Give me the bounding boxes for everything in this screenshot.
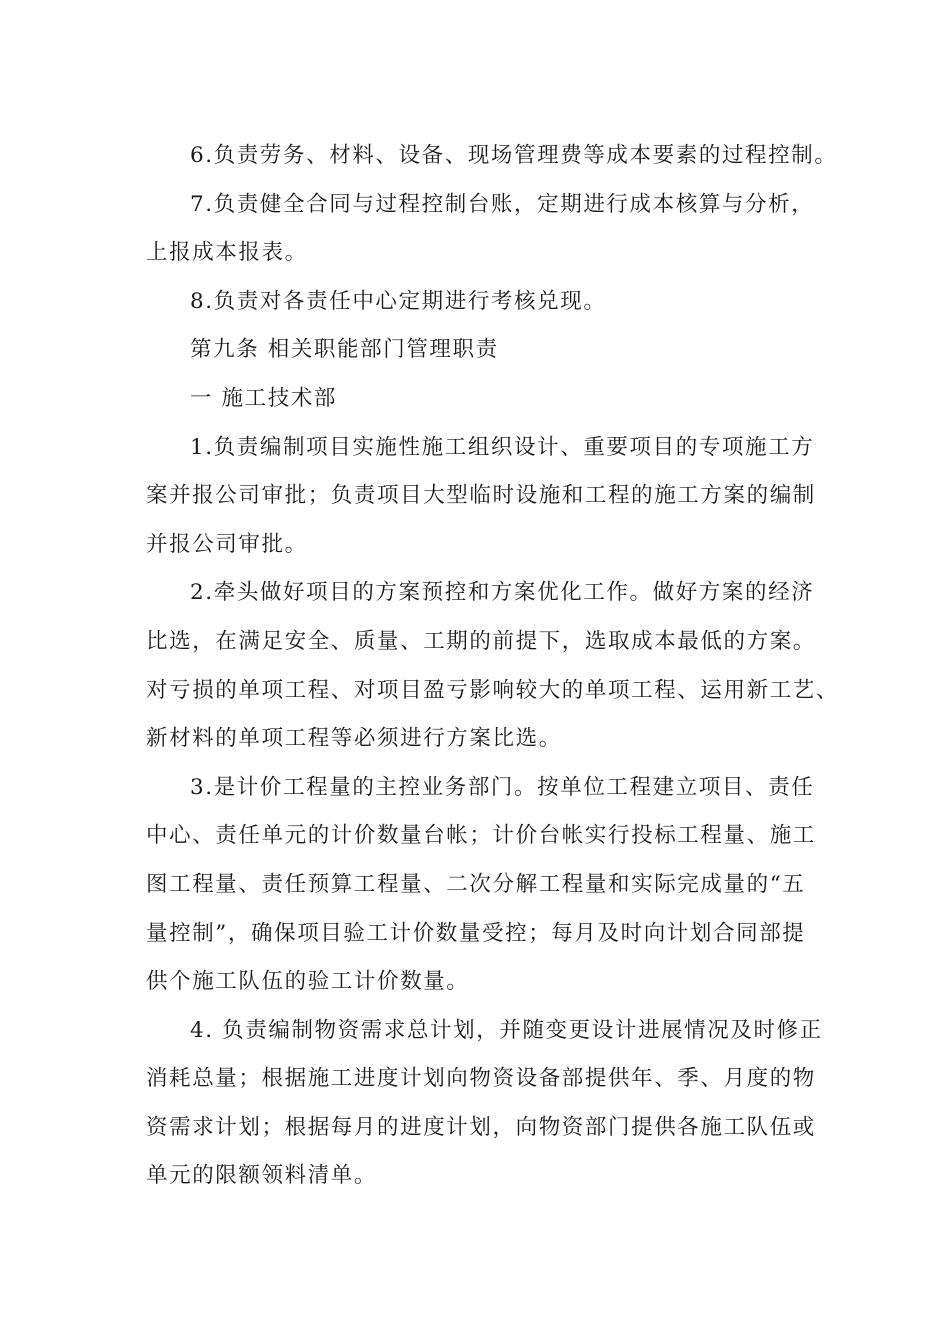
text-line: 一 施工技术部 <box>190 385 338 411</box>
document-body <box>146 132 840 1201</box>
text-line: 比选，在满足安全、质量、工期的前提下，选取成本最低的方案。 <box>146 628 816 654</box>
text-line: 供个施工队伍的验工计价数量。 <box>146 969 470 995</box>
text-line: 2.牵头做好项目的方案预控和方案优化工作。做好方案的经济 <box>190 580 815 606</box>
paragraph-item-4 <box>146 1007 836 1201</box>
text-line: 4. 负责编制物资需求总计划，并随变更设计进展情况及时修正 <box>190 1017 823 1043</box>
article-heading <box>146 326 836 375</box>
text-line: 单元的限额领料清单。 <box>146 1163 378 1189</box>
text-line: 资需求计划；根据每月的进度计划，向物资部门提供各施工队伍或 <box>146 1114 816 1140</box>
text-line: 消耗总量；根据施工进度计划向物资设备部提供年、季、月度的物 <box>146 1066 816 1092</box>
paragraph-item-1 <box>146 424 836 570</box>
section-heading <box>146 375 836 424</box>
text-line: 6.负责劳务、材料、设备、现场管理费等成本要素的过程控制。 <box>190 143 838 168</box>
text-line: 新材料的单项工程等必须进行方案比选。 <box>146 726 562 752</box>
text-line: 案并报公司审批；负责项目大型临时设施和工程的施工方案的编制 <box>146 483 816 509</box>
text-line: 1.负责编制项目实施性施工组织设计、重要项目的专项施工方 <box>190 434 815 460</box>
text-line: 7.负责健全合同与过程控制台账，定期进行成本核算与分析， <box>190 191 815 217</box>
text-line: 3.是计价工程量的主控业务部门。按单位工程建立项目、责任 <box>190 774 815 800</box>
paragraph-item-2 <box>146 569 840 763</box>
paragraph-item-8 <box>146 278 836 327</box>
text-line: 中心、责任单元的计价数量台帐；计价台帐实行投标工程量、施工 <box>146 823 816 849</box>
paragraph-item-6 <box>146 132 836 181</box>
text-line: 量控制”，确保项目验工计价数量受控；每月及时向计划合同部提 <box>146 920 806 946</box>
text-line: 上报成本报表。 <box>146 240 308 266</box>
paragraph-item-3 <box>146 764 836 1007</box>
text-line: 8.负责对各责任中心定期进行考核兑现。 <box>190 288 607 314</box>
text-line: 对亏损的单项工程、对项目盈亏影响较大的单项工程、运用新工艺、 <box>146 677 840 703</box>
text-line: 图工程量、责任预算工程量、二次分解工程量和实际完成量的“五 <box>146 871 806 897</box>
text-line: 并报公司审批。 <box>146 531 308 557</box>
text-line: 第九条 相关职能部门管理职责 <box>190 337 499 363</box>
paragraph-item-7 <box>146 181 836 278</box>
